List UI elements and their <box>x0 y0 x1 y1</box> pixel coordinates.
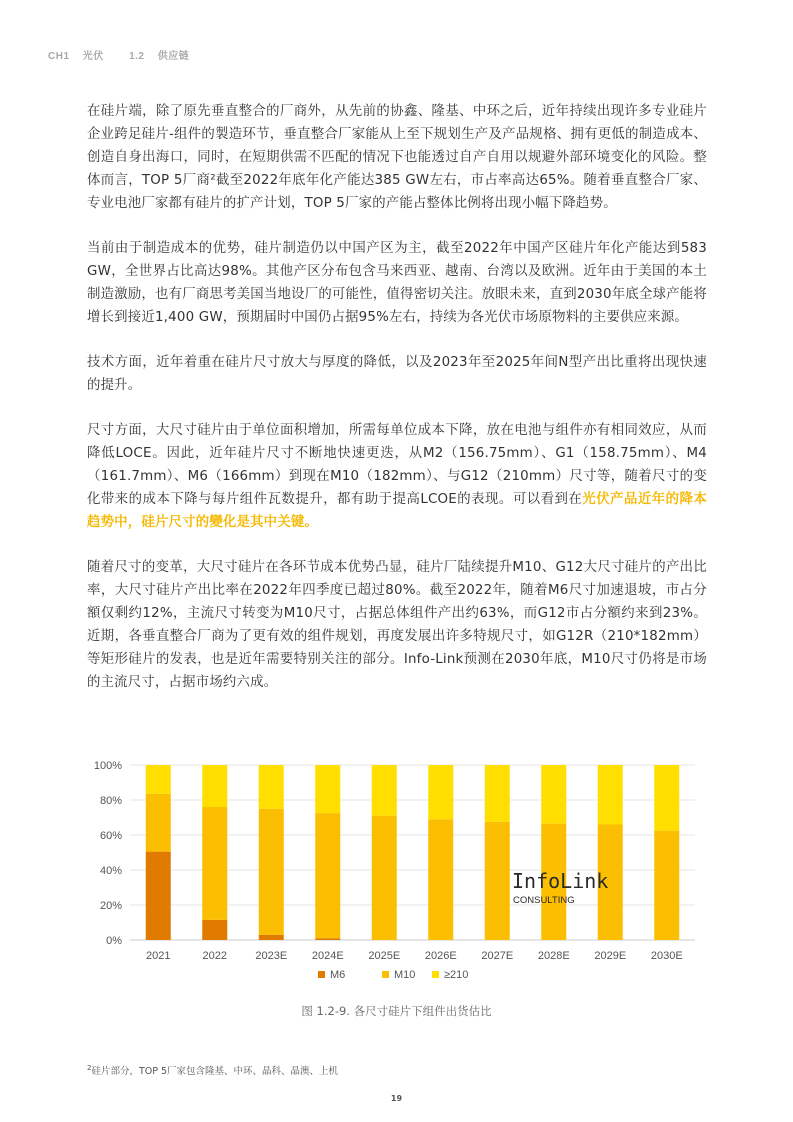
y-tick-label: 0% <box>106 935 122 947</box>
bar-segment <box>372 765 397 816</box>
bar-segment <box>202 807 227 920</box>
legend-label: M6 <box>330 969 346 981</box>
bar-segment <box>485 765 510 822</box>
footnote <box>87 1063 338 1077</box>
paragraph-5: 随着尺寸的变革，大尺寸硅片在各环节成本优势凸显，硅片厂陆续提升M10、G12大尺寸硅片的产出比率，大尺寸硅片产出比率在2022年四季度已超过80%。截至2022年，随着M6尺寸加速退坡，市占分額仅剩约12%，主流尺寸转变为M10尺寸，占据总体组件产出约63%，而G12市占分額约来到23%。近期，各垂直整合厂商为了更有效的组件规划，再度发展出许多特规尺寸，如G12R（210*182mm）等矩形硅片的发表，也是近年需要特别关注的部分。Info-Link预测在2030年底，M10尺寸仍将是市场的主流尺寸，占据市场约六成。 <box>87 560 707 690</box>
x-tick-label: 2025E <box>368 950 401 962</box>
bar-segment <box>654 765 679 831</box>
bar-segment <box>654 831 679 940</box>
y-tick-label: 40% <box>99 865 122 877</box>
infolink-watermark <box>512 869 608 906</box>
x-tick-label: 2022 <box>202 950 227 962</box>
page-number: 19 <box>390 1094 403 1103</box>
x-tick-label: 2026E <box>424 950 457 962</box>
bar-segment <box>428 819 453 940</box>
x-tick-label: 2027E <box>481 950 514 962</box>
watermark-brand: InfoLink <box>512 869 609 893</box>
paragraph-3: 技术方面，近年着重在硅片尺寸放大与厚度的降低，以及2023年至2025年间N型产出比重将出现快速的提升。 <box>87 355 707 393</box>
y-tick-label: 80% <box>99 795 122 807</box>
bar-segment <box>146 765 171 794</box>
legend-label: M10 <box>394 969 416 981</box>
bar-segment <box>428 765 453 819</box>
x-tick-label: 2021 <box>146 950 171 962</box>
x-tick-label: 2024E <box>311 950 344 962</box>
paragraph-4-text: 尺寸方面，大尺寸硅片由于单位面积增加，所需每单位成本下降，放在电池与组件亦有相同效应，从而降低LOCE。因此，近年硅片尺寸不断地快速更迭，从M2（156.75mm）、G1（158.75mm）、M4（161.7mm）、M6（166mm）到现在M10（182mm）、与G12（210mm）尺寸等，随着尺寸的变化带来的成本下降与每片组件瓦数提升，都有助于提高LCOE的表现。可以看到在 <box>87 423 707 507</box>
body-text <box>87 100 707 716</box>
legend-swatch <box>318 971 325 978</box>
header-section-title: 供应链 <box>157 51 190 62</box>
header-section: 1.2 <box>129 51 145 62</box>
bar-segment <box>541 765 566 824</box>
running-header <box>48 47 199 62</box>
y-tick-label: 20% <box>99 900 122 912</box>
y-tick-label: 60% <box>99 830 122 842</box>
watermark-sub: CONSULTING <box>513 895 575 906</box>
legend-swatch <box>432 971 439 978</box>
bar-segment <box>485 822 510 940</box>
bar-segment <box>315 813 340 938</box>
chart-y-ticks <box>94 760 122 947</box>
bar-segment <box>315 765 340 813</box>
chart-x-ticks <box>146 950 683 962</box>
chart-legend <box>318 969 468 981</box>
bar-segment <box>259 935 284 940</box>
bar-segment <box>259 765 284 809</box>
legend-label: ≥210 <box>444 969 469 981</box>
paragraph-2: 当前由于制造成本的优势，硅片制造仍以中国产区为主，截至2022年中国产区硅片年化产能达到583 GW，全世界占比高达98%。其他产区分布包含马来西亚、越南、台湾以及欧洲。近年由于美国的本土制造激励，也有厂商思考美国当地设厂的可能性，值得密切关注。放眼未来，直到2030年底全球产能将增长到接近1,400 GW，预期届时中国仍占据95%左右，持续为各光伏市场原物料的主要供应来源。 <box>87 241 707 325</box>
bar-segment <box>259 809 284 935</box>
footnote-mark: 2 <box>87 1063 92 1072</box>
bar-segment <box>146 852 171 940</box>
chart-bars <box>146 765 680 940</box>
stacked-bar-chart <box>85 752 705 992</box>
footnote-text: 硅片部分，TOP 5厂家包含隆基、中环、晶科、晶澳、上机 <box>91 1066 339 1077</box>
bar-segment <box>372 816 397 940</box>
x-tick-label: 2028E <box>537 950 570 962</box>
bar-segment <box>315 938 340 940</box>
bar-segment <box>598 765 623 825</box>
legend-swatch <box>382 971 389 978</box>
bar-segment <box>202 765 227 807</box>
x-tick-label: 2029E <box>594 950 627 962</box>
paragraph-4-highlight: 光伏产品近年的降本趋势中，硅片尺寸的變化是其中关键。 <box>87 492 707 530</box>
x-tick-label: 2023E <box>255 950 288 962</box>
header-chapter: CH1 <box>48 51 70 62</box>
header-chapter-title: 光伏 <box>82 51 104 62</box>
bar-segment <box>146 794 171 852</box>
paragraph-1: 在硅片端，除了原先垂直整合的厂商外，从先前的协鑫、隆基、中环之后，近年持续出现许多专业硅片企业跨足硅片-组件的製造环节，垂直整合厂家能从上至下规划生产及产品规格、拥有更低的制造成本、创造自身出海口，同时，在短期供需不匹配的情况下也能透过自产自用以规避外部环境变化的风险。整体而言，TOP 5厂商²截至2022年底年化产能达385 GW左右，市占率高达65%。随着垂直整合厂家、专业电池厂家都有硅片的扩产计划，TOP 5厂家的产能占整体比例将出现小幅下降趋势。 <box>87 104 707 211</box>
bar-segment <box>202 920 227 940</box>
y-tick-label: 100% <box>93 760 122 772</box>
paragraph-4 <box>87 419 707 534</box>
figure-caption: 图 1.2-9. 各尺寸硅片下组件出货估比 <box>301 1004 492 1018</box>
x-tick-label: 2030E <box>650 950 683 962</box>
